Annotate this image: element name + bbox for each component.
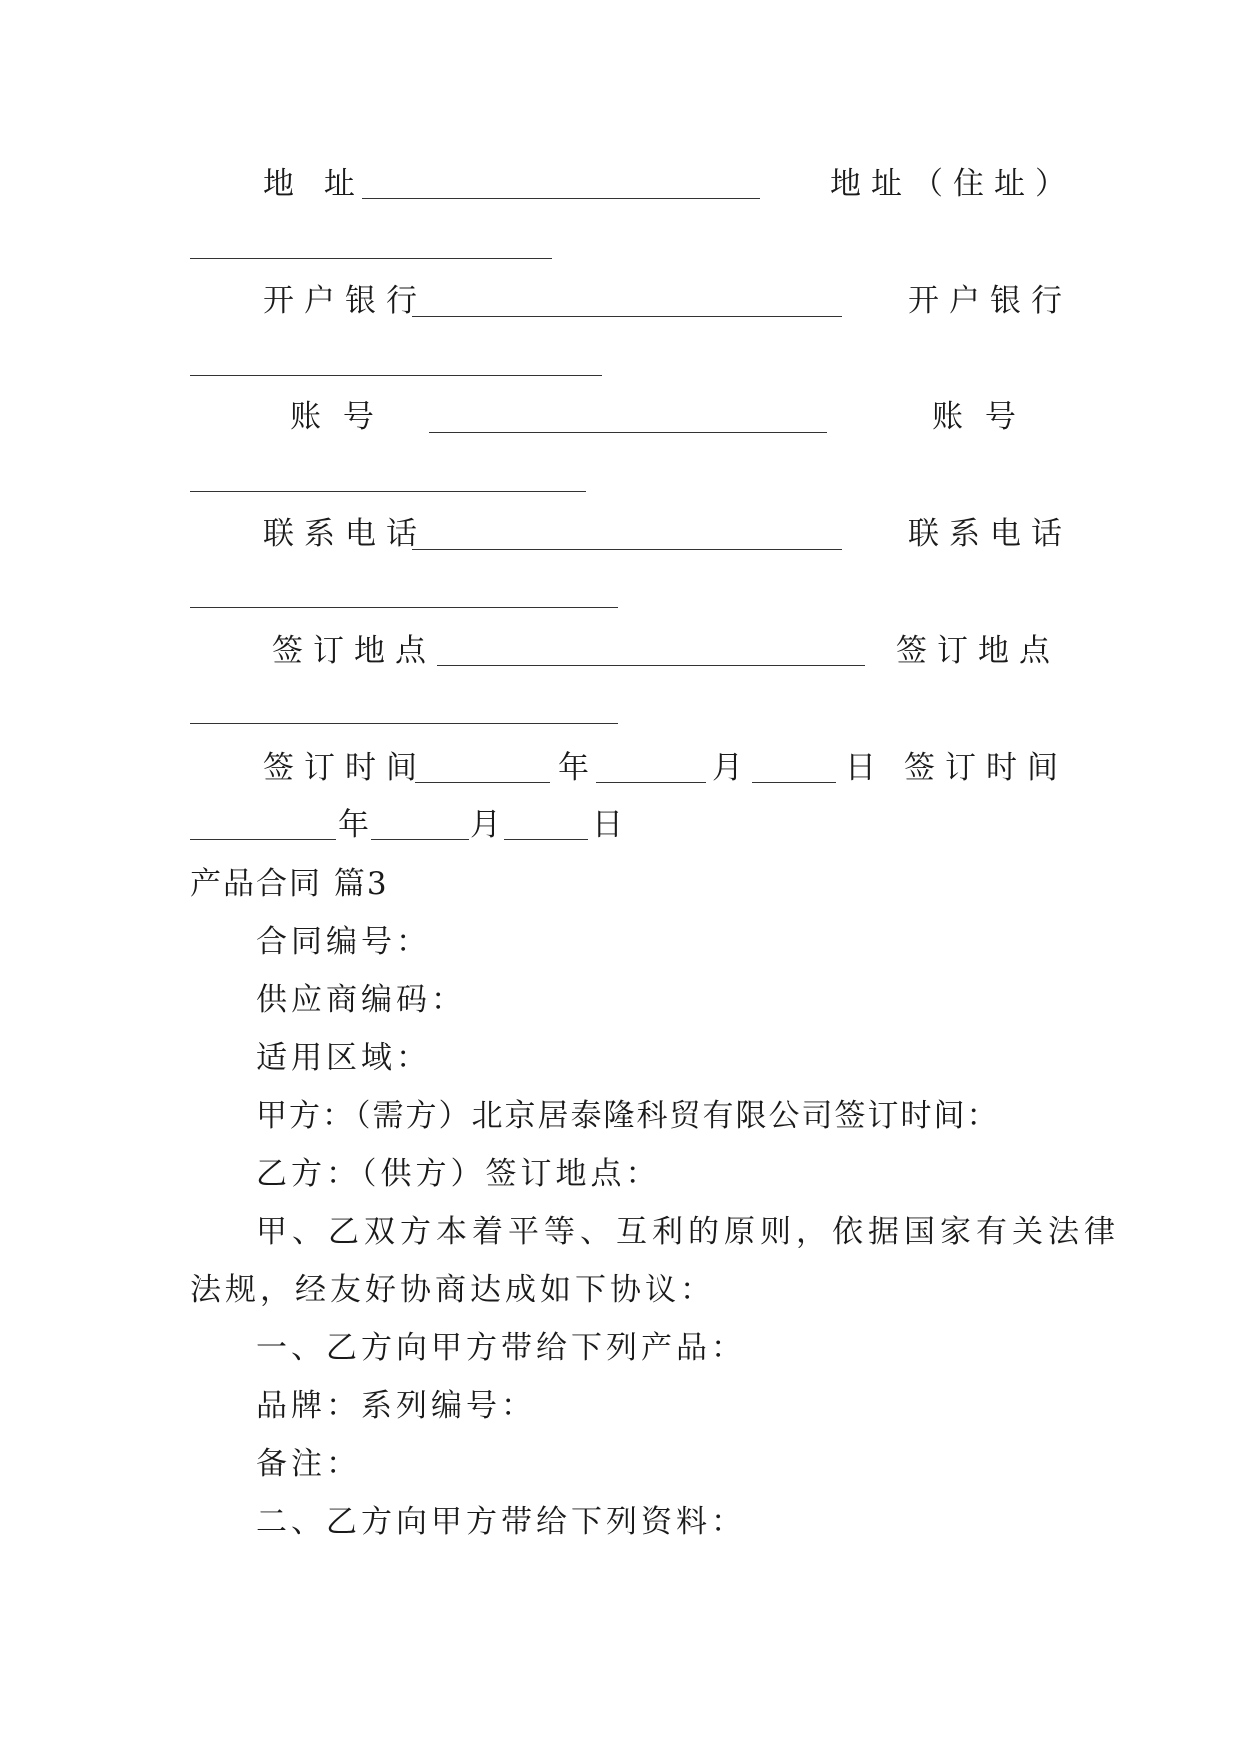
date-left-year-blank [415,782,550,783]
date-left-day-blank [752,782,836,783]
date-right-day: 日 [592,807,623,843]
party-b-field: 乙方：（供方）签订地点： [256,1156,661,1192]
brand-field: 品牌：系列编号： [256,1388,536,1424]
phone-right-label: 联系电话 [908,516,1072,552]
agreement-paragraph-line1: 甲、乙双方本着平等、互利的原则，依据国家有关法律 [256,1214,1120,1250]
bank-left-blank [412,316,842,317]
place-right-blank [190,723,618,724]
account-left-blank [429,432,827,433]
date-right-year-blank [190,839,336,840]
remark-field: 备注： [256,1446,361,1482]
account-right-label: 账 号 [932,399,1022,435]
date-left-label: 签订时间 [263,750,427,786]
date-left-day: 日 [845,750,876,786]
account-left-label: 账 号 [290,399,380,435]
date-right-label: 签订时间 [904,750,1068,786]
date-left-month-blank [596,782,706,783]
bank-left-label: 开户银行 [263,283,427,319]
item-2: 二、乙方向甲方带给下列资料： [256,1504,746,1540]
date-right-month: 月 [470,807,501,843]
date-right-month-blank [371,839,469,840]
phone-right-blank [190,607,618,608]
address-left-blank [362,198,760,199]
bank-right-label: 开户银行 [908,283,1072,319]
address-left-label: 地 址 [263,166,365,202]
date-left-year: 年 [558,750,589,786]
date-right-day-blank [504,839,588,840]
phone-left-blank [412,549,842,550]
contract-number-field: 合同编号： [256,924,431,960]
section-title: 产品合同 篇3 [190,866,389,902]
party-a-field: 甲方：（需方）北京居泰隆科贸有限公司签订时间： [256,1098,1000,1134]
bank-right-blank [190,375,602,376]
address-right-blank [190,258,552,259]
account-right-blank [190,491,586,492]
place-left-label: 签订地点 [272,633,436,669]
date-left-month: 月 [712,750,743,786]
place-right-label: 签订地点 [896,633,1060,669]
phone-left-label: 联系电话 [263,516,427,552]
agreement-paragraph-line2: 法规，经友好协商达成如下协议： [190,1272,715,1308]
address-right-label: 地址（住址） [830,166,1076,202]
item-1: 一、乙方向甲方带给下列产品： [256,1330,746,1366]
region-field: 适用区域： [256,1040,431,1076]
date-right-year: 年 [338,807,369,843]
supplier-code-field: 供应商编码： [256,982,466,1018]
place-left-blank [437,665,865,666]
